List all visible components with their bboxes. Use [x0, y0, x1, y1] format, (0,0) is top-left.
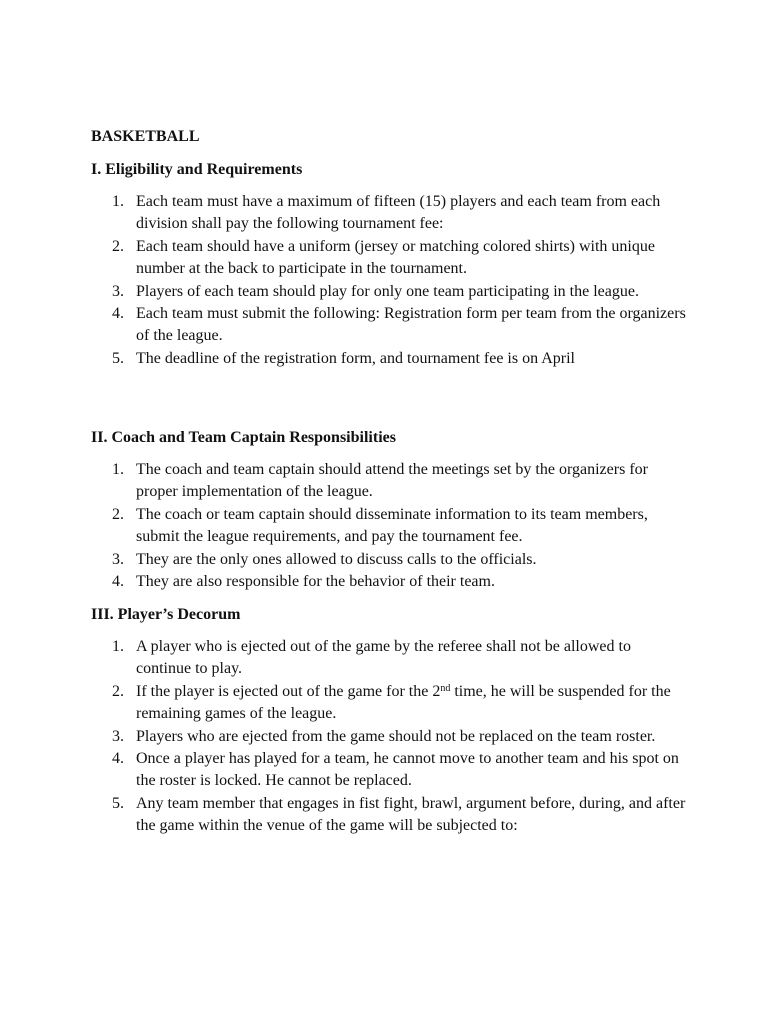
item-number: 3. [112, 282, 124, 300]
item-text-start: If the player is ejected out of the game for the 2 [136, 682, 441, 700]
players-decorum-list [112, 636, 687, 838]
list-item [112, 281, 687, 303]
list-item [112, 348, 687, 370]
item-text: Any team member that engages in fist fight, brawl, argument before, during, and after the game within the venue of the game will be subjected to: [136, 794, 686, 835]
coach-responsibilities-list [112, 459, 687, 593]
list-item [112, 748, 687, 793]
item-number: 1. [112, 638, 124, 655]
item-text: A player who is ejected out of the game by the referee shall not be allowed to continue to play. [136, 638, 631, 678]
item-text: The coach or team captain should disseminate information to its team members, submit the league requirements, and pay the tournament fee. [136, 505, 648, 546]
item-number: 5. [112, 794, 124, 812]
list-item [112, 681, 687, 726]
section-heading-eligibility: I. Eligibility and Requirements [91, 161, 303, 178]
document-title: BASKETBALL [91, 128, 200, 145]
item-text: They are also responsible for the behavior of their team. [136, 573, 495, 591]
item-number: 4. [112, 573, 124, 591]
item-text: They are the only ones allowed to discuss calls to the officials. [136, 550, 537, 568]
list-item [112, 236, 687, 281]
list-item [112, 303, 687, 348]
item-text: Players of each team should play for only one team participating in the league. [136, 282, 639, 300]
item-text: The deadline of the registration form, and tournament fee is on April [136, 349, 575, 367]
item-number: 2. [112, 682, 124, 700]
list-item [112, 571, 687, 593]
section-heading-players-decorum: III. Player’s Decorum [91, 606, 241, 623]
item-number: 4. [112, 305, 124, 323]
item-text: Once a player has played for a team, he cannot move to another team and his spot on the roster is locked. He cannot be replaced. [136, 750, 679, 790]
list-item [112, 549, 687, 571]
item-number: 2. [112, 237, 124, 255]
item-number: 4. [112, 750, 124, 768]
item-text: The coach and team captain should attend the meetings set by the organizers for proper implementation of the league. [136, 461, 648, 501]
list-item [112, 636, 687, 681]
list-item [112, 793, 687, 838]
item-number: 3. [112, 550, 124, 568]
eligibility-list [112, 191, 687, 370]
ordinal-superscript: nd [440, 682, 451, 694]
item-number: 5. [112, 349, 124, 367]
item-text: Each team must submit the following: Registration form per team from the organizers of the league. [136, 305, 686, 345]
item-number: 1. [112, 461, 124, 478]
list-item [112, 459, 687, 504]
list-item [112, 191, 687, 236]
list-item [112, 726, 687, 748]
item-text: Players who are ejected from the game should not be replaced on the team roster. [136, 727, 656, 745]
item-text-end: time, he will be suspended for the remaining games of the league. [136, 682, 671, 723]
item-number: 1. [112, 193, 124, 210]
item-text: Each team should have a uniform (jersey or matching colored shirts) with unique number at the back to participate in the tournament. [136, 237, 655, 278]
item-number: 3. [112, 727, 124, 745]
list-item [112, 504, 687, 549]
item-text: Each team must have a maximum of fifteen (15) players and each team from each division shall pay the following tournament fee: [136, 193, 661, 233]
item-number: 2. [112, 505, 124, 523]
section-heading-coach-responsibilities: II. Coach and Team Captain Responsibilities [91, 429, 396, 446]
